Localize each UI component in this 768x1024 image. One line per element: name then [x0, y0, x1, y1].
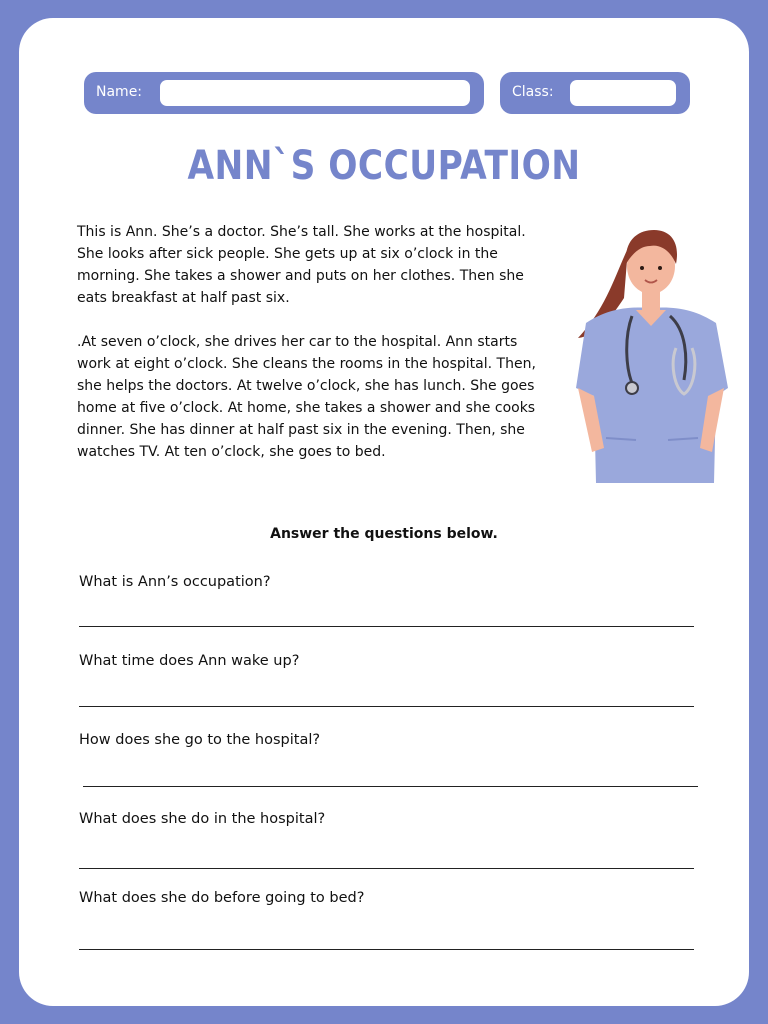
question-3: How does she go to the hospital? — [79, 732, 321, 748]
class-label: Class: — [512, 84, 554, 100]
answer-line-4[interactable] — [79, 868, 694, 869]
instructions-heading: Answer the questions below. — [270, 526, 498, 542]
answer-line-2[interactable] — [79, 706, 694, 707]
answer-line-5[interactable] — [79, 949, 694, 950]
story-paragraph-1: This is Ann. She’s a doctor. She’s tall. She works at the hospital. She looks after sick people. She gets up at six o’clock in the morning. She takes a shower and puts on her clothes. Then she eats breakfast at half past six. — [77, 224, 526, 306]
page-title: ANN`S OCCUPATION — [187, 143, 581, 189]
class-field-container — [500, 72, 690, 114]
question-2: What time does Ann wake up? — [79, 653, 300, 669]
story-paragraph-2: .At seven o’clock, she drives her car to the hospital. Ann starts work at eight o’clock. She cleans the rooms in the hospital. Then, she helps the doctors. At twelve o’clock, she has lunch. She goes home at five o’clock. At home, she takes a shower and she cooks dinner. She has dinner at half past six in the evening. Then, she watches TV. At ten o’clock, she goes to bed. — [77, 334, 536, 460]
question-5: What does she do before going to bed? — [79, 890, 365, 906]
question-1: What is Ann’s occupation? — [79, 574, 271, 590]
nurse-illustration-icon — [566, 218, 736, 488]
class-input[interactable] — [570, 80, 676, 106]
question-4: What does she do in the hospital? — [79, 811, 326, 827]
answer-line-1[interactable] — [79, 626, 694, 627]
name-label: Name: — [96, 84, 143, 100]
answer-line-3[interactable] — [83, 786, 698, 787]
worksheet-page — [19, 18, 749, 1006]
name-input[interactable] — [160, 80, 470, 106]
name-field-container — [84, 72, 484, 114]
